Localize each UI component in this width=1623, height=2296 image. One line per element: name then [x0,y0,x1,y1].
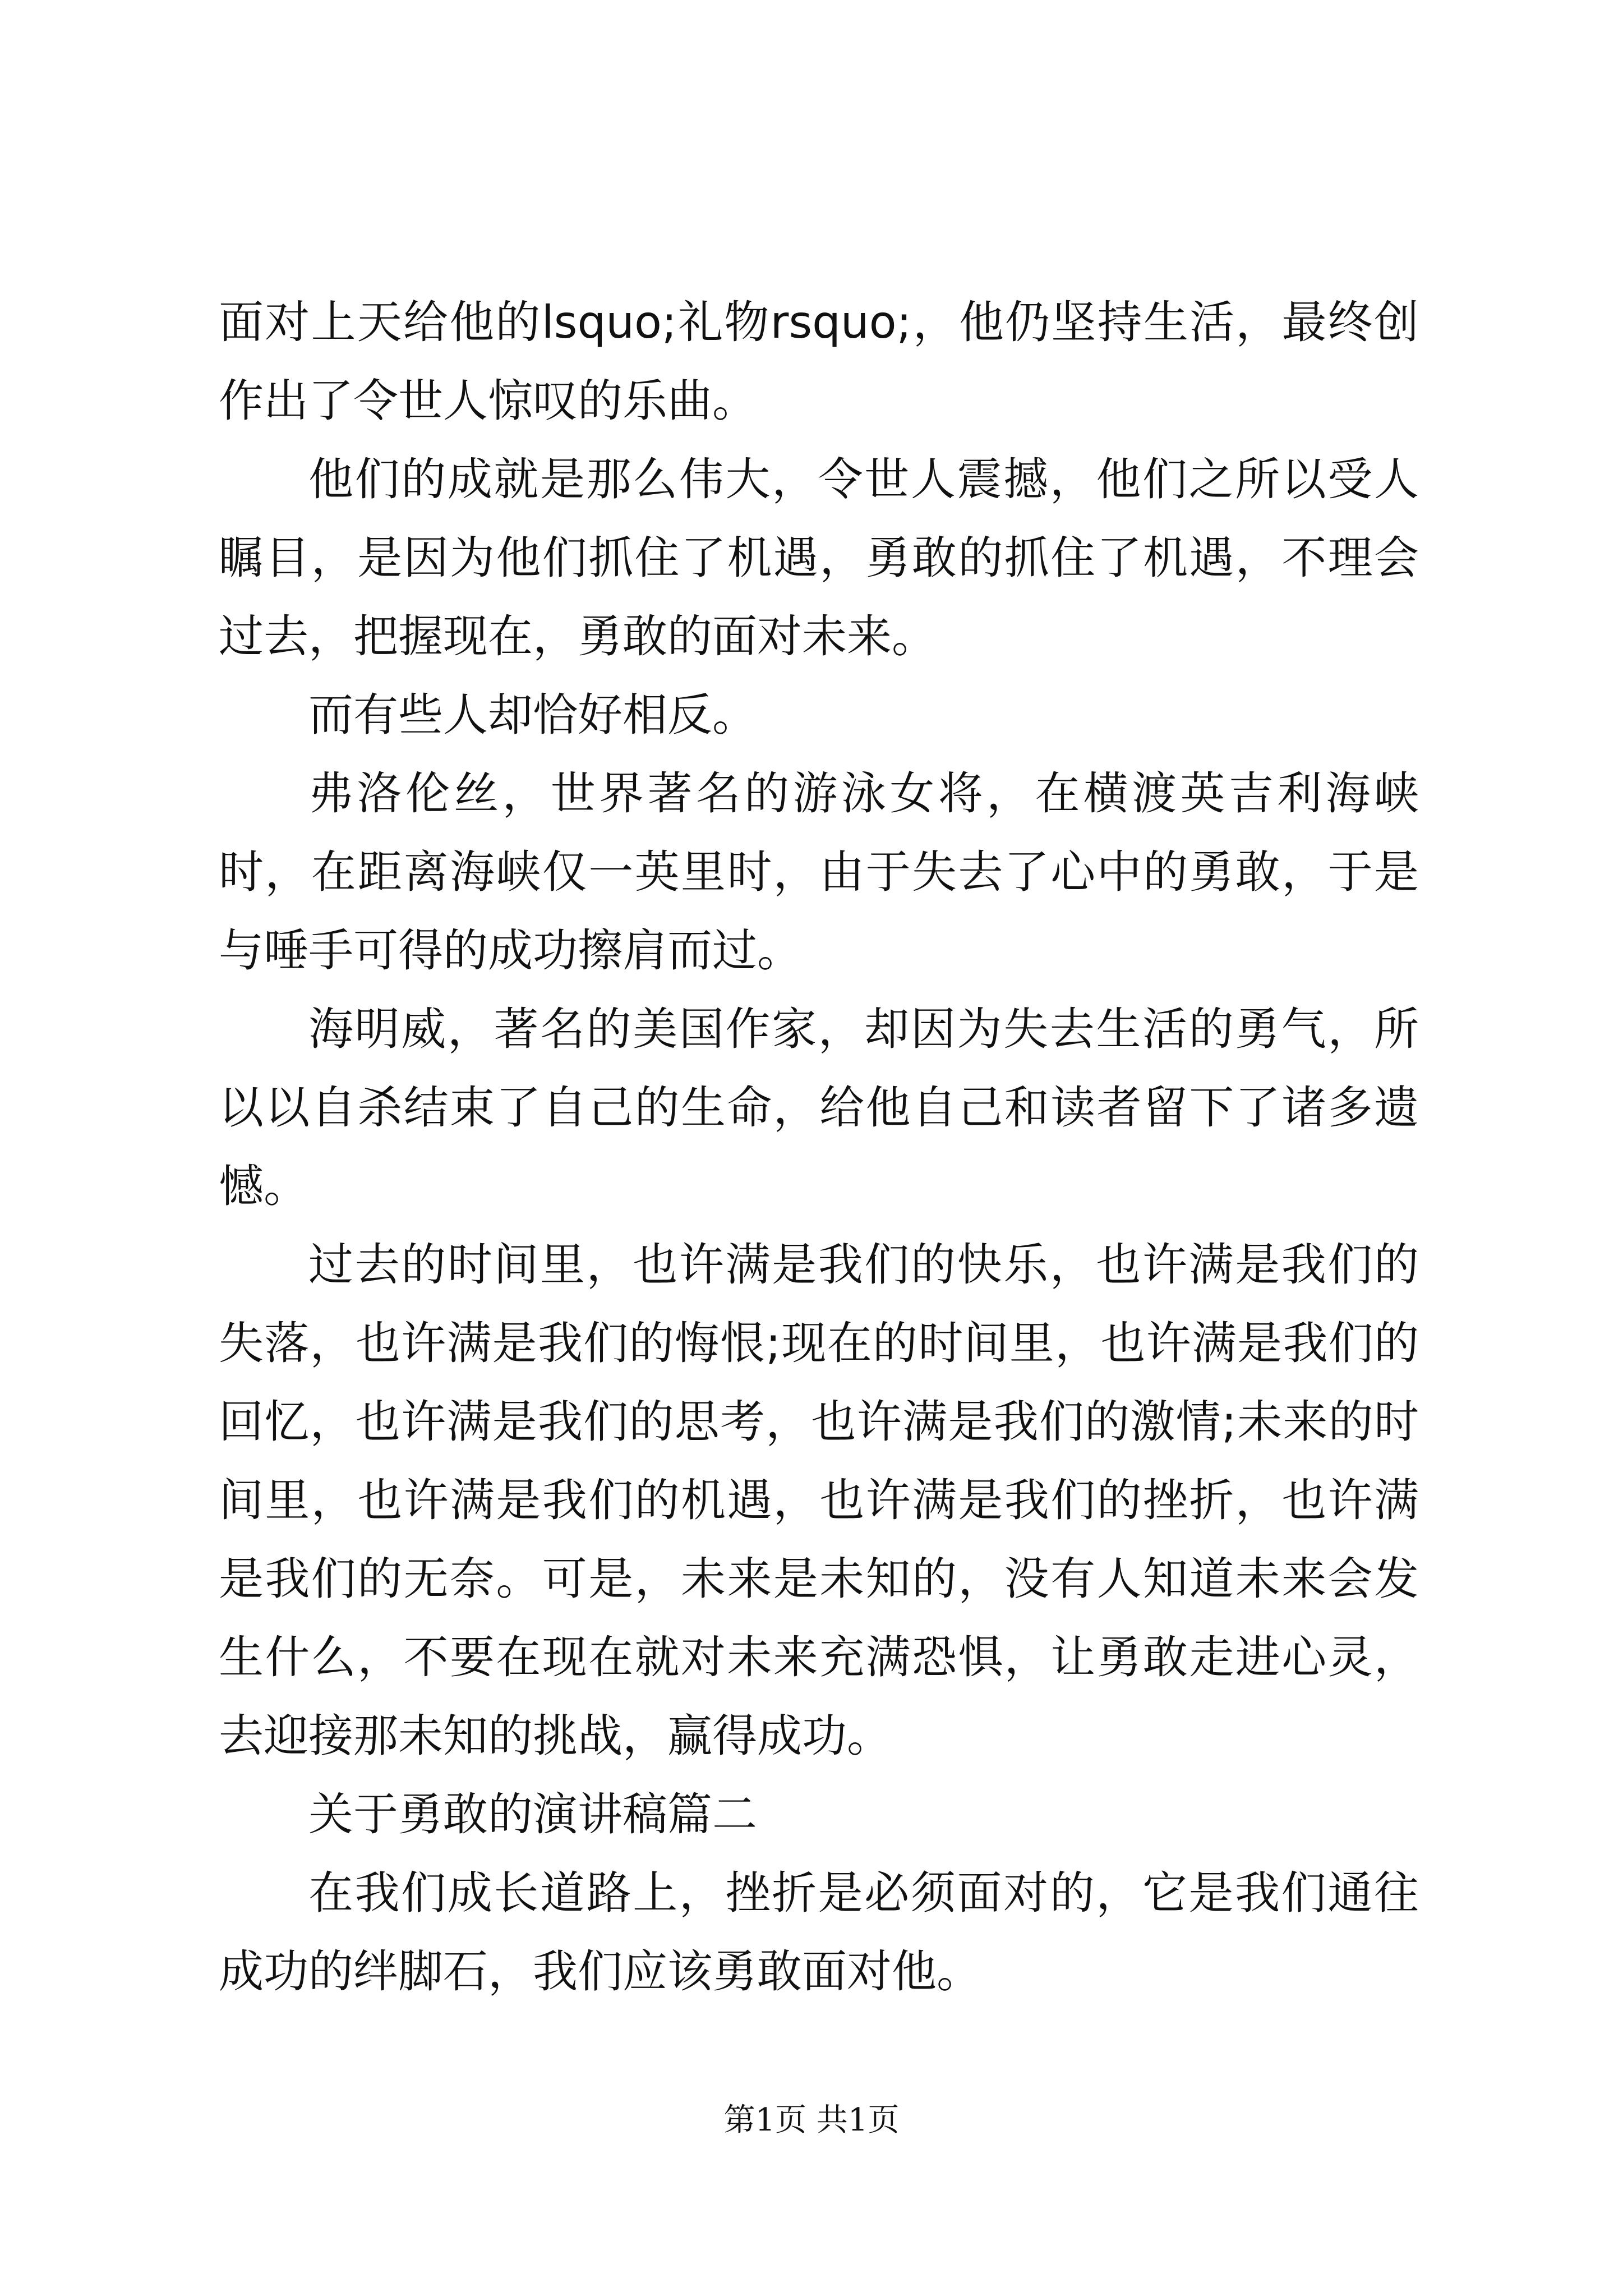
paragraph: 他们的成就是那么伟大，令世人震撼，他们之所以受人瞩目，是因为他们抓住了机遇，勇敢的抓住了机遇，不理会过去，把握现在，勇敢的面对未来。 [219,453,1419,662]
paragraph: 在我们成长道路上，挫折是必须面对的，它是我们通往成功的绊脚石，我们应该勇敢面对他。 [219,1867,1419,1998]
paragraph: 过去的时间里，也许满是我们的快乐，也许满是我们的失落，也许满是我们的悔恨;现在的时间里，也许满是我们的回忆，也许满是我们的思考，也许满是我们的激情;未来的时间里，也许满是我们的机遇，也许满是我们的挫折，也许满是我们的无奈。可是，未来是未知的，没有人知道未来会发生什么，不要在现在就对未来充满恐惧，让勇敢走进心灵，去迎接那未知的挑战，赢得成功。 [219,1239,1419,1762]
paragraph: 弗洛伦丝，世界著名的游泳女将，在横渡英吉利海峡时，在距离海峡仅一英里时，由于失去了心中的勇敢，于是与唾手可得的成功擦肩而过。 [219,767,1419,977]
document-body [219,283,1419,2011]
page-footer: 第1页 共1页 [723,2102,900,2138]
paragraph: 而有些人却恰好相反。 [308,689,757,741]
section-heading: 关于勇敢的演讲稿篇二 [308,1788,757,1841]
paragraph: 海明威，著名的美国作家，却因为失去生活的勇气，所以以自杀结束了自己的生命，给他自己和读者留下了诸多遗憾。 [219,1003,1419,1212]
paragraph-continuation: 面对上天给他的lsquo;礼物rsquo;，他仍坚持生活，最终创作出了令世人惊叹的乐曲。 [219,296,1419,427]
